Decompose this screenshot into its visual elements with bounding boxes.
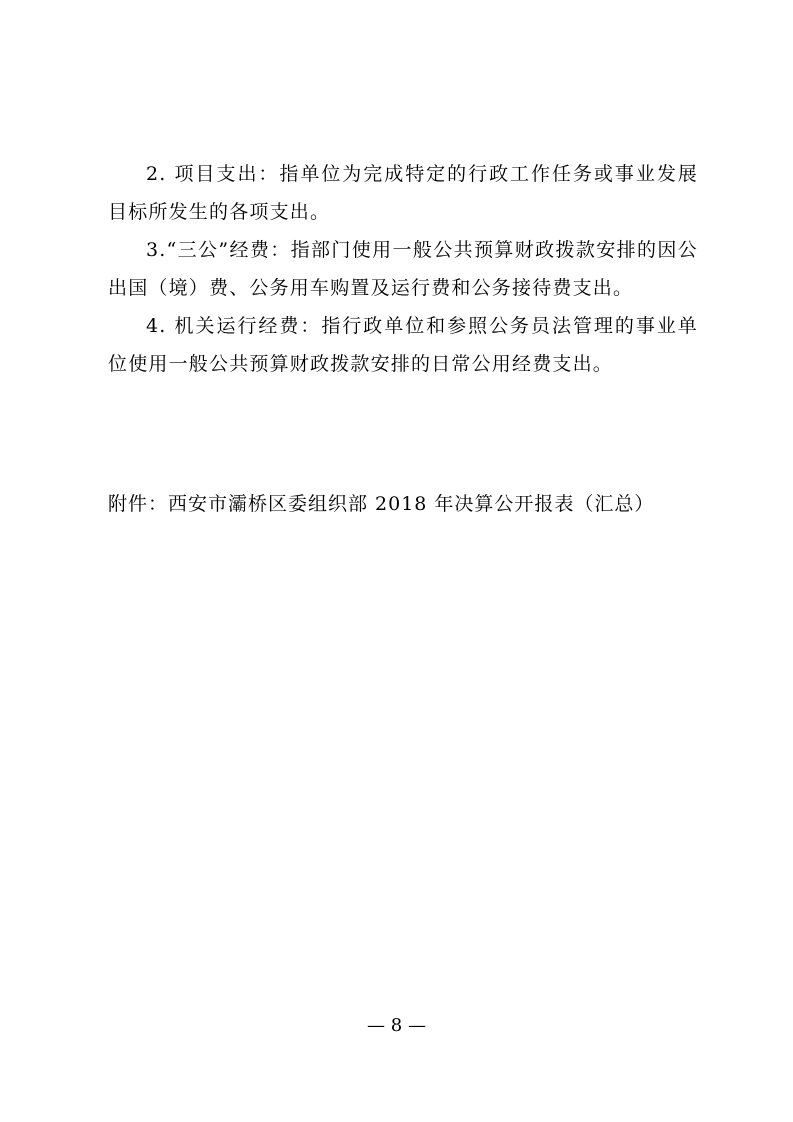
- attachment-note: 附件：西安市灞桥区委组织部 2018 年决算公开报表（汇总）: [108, 493, 655, 515]
- paragraph-three-public-expenses: 3.“三公”经费：指部门使用一般公共预算财政拨款安排的因公出国（境）费、公务用车购置及运行费和公务接待费支出。: [108, 239, 698, 299]
- paragraph-project-expenditure: 2. 项目支出：指单位为完成特定的行政工作任务或事业发展目标所发生的各项支出。: [108, 163, 698, 223]
- page-number: — 8 —: [367, 1015, 426, 1036]
- paragraph-agency-operating-expenses: 4. 机关运行经费：指行政单位和参照公务员法管理的事业单位使用一般公共预算财政拨款安排的日常公用经费支出。: [108, 315, 698, 375]
